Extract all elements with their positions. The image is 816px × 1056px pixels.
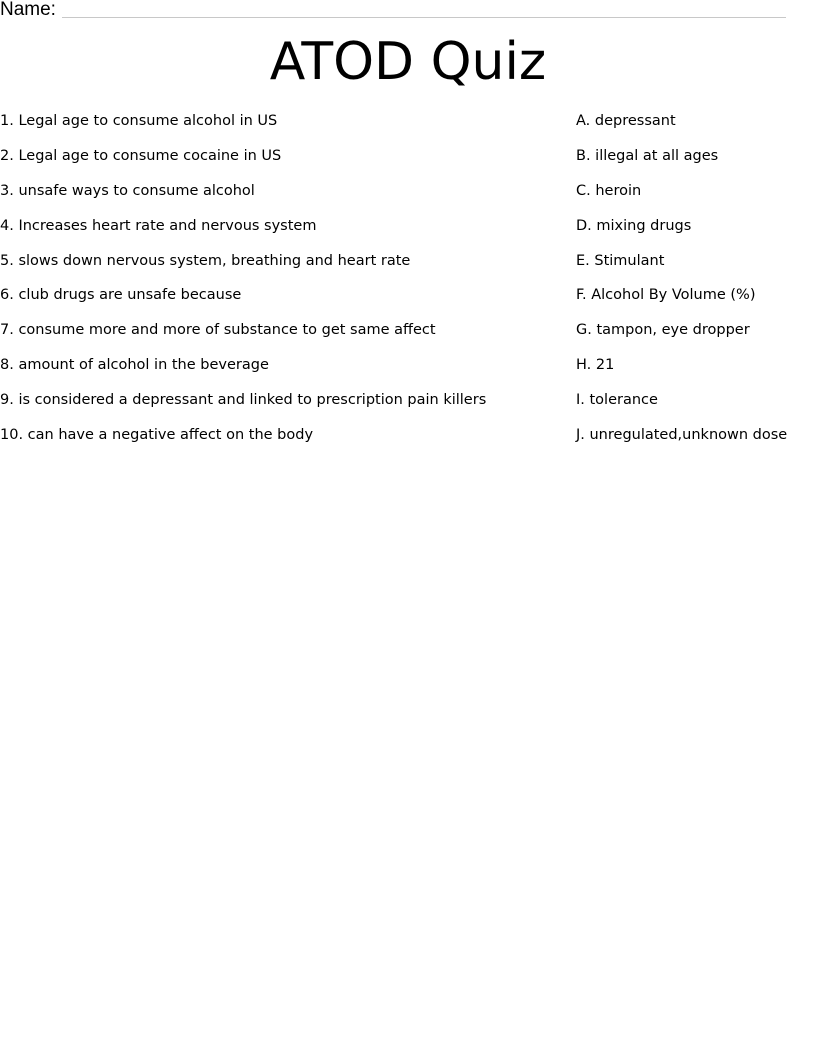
- question-item: 1. Legal age to consume alcohol in US: [0, 113, 278, 129]
- answer-item: H. 21: [576, 357, 615, 374]
- question-item: 2. Legal age to consume cocaine in US: [0, 147, 282, 164]
- answer-item: F. Alcohol By Volume (%): [576, 287, 756, 304]
- answer-list: [576, 110, 812, 459]
- answer-item: G. tampon, eye dropper: [576, 322, 750, 339]
- answer-item: I. tolerance: [576, 392, 658, 409]
- question-item: 3. unsafe ways to consume alcohol: [0, 182, 255, 199]
- question-item: 9. is considered a depressant and linked to prescription pain killers: [0, 392, 487, 409]
- name-underline: [62, 17, 786, 18]
- answer-item: A. depressant: [576, 113, 676, 129]
- answer-item: D. mixing drugs: [576, 217, 692, 234]
- name-field: [0, 0, 786, 22]
- name-label: Name:: [0, 0, 56, 20]
- question-item: 6. club drugs are unsafe because: [0, 287, 242, 304]
- question-item: 7. consume more and more of substance to get same affect: [0, 322, 436, 339]
- question-item: 8. amount of alcohol in the beverage: [0, 357, 269, 374]
- answer-item: E. Stimulant: [576, 252, 665, 269]
- answer-item: B. illegal at all ages: [576, 147, 719, 164]
- question-item: 4. Increases heart rate and nervous system: [0, 217, 317, 234]
- page-title: ATOD Quiz: [269, 32, 547, 92]
- question-item: 10. can have a negative affect on the body: [0, 427, 314, 444]
- question-list: [0, 110, 560, 459]
- question-item: 5. slows down nervous system, breathing and heart rate: [0, 252, 411, 269]
- answer-item: C. heroin: [576, 182, 642, 199]
- answer-item: J. unregulated,unknown dose: [576, 427, 788, 444]
